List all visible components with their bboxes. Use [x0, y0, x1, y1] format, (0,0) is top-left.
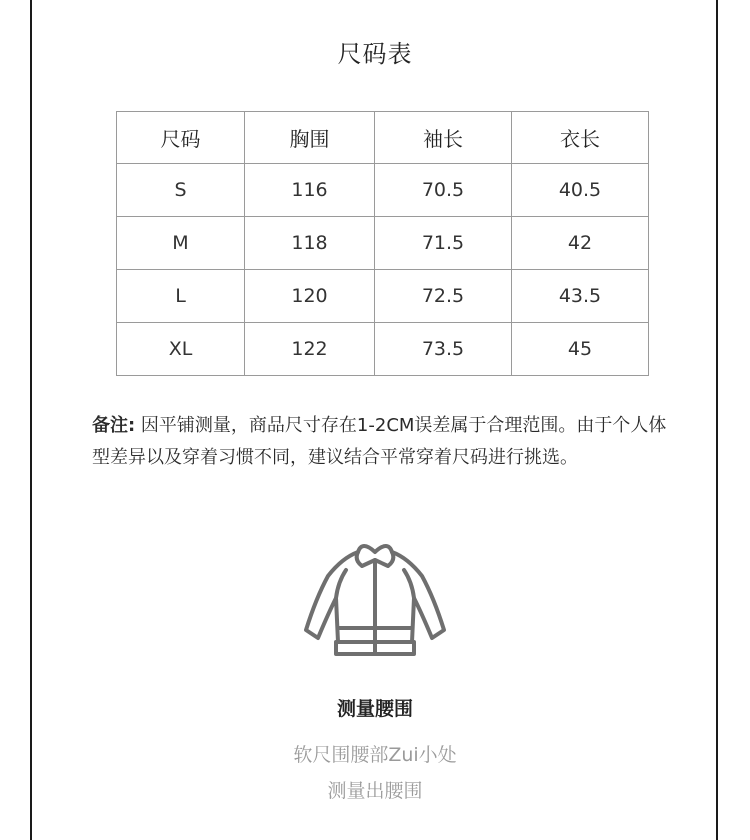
jacket-icon: [300, 538, 450, 662]
table-cell: XL: [117, 323, 245, 376]
table-cell: 45: [512, 323, 649, 376]
table-cell: S: [117, 164, 245, 217]
table-cell: 73.5: [375, 323, 512, 376]
note-text: 因平铺测量，商品尺寸存在1-2CM误差属于合理范围。由于个人体型差异以及穿着习惯不同，建议结合平常穿着尺码进行挑选。: [92, 415, 667, 468]
table-cell: M: [117, 217, 245, 270]
table-cell: 122: [245, 323, 375, 376]
table-cell: 42: [512, 217, 649, 270]
header-size: 尺码: [117, 112, 245, 164]
table-cell: 40.5: [512, 164, 649, 217]
table-cell: 71.5: [375, 217, 512, 270]
table-cell: 43.5: [512, 270, 649, 323]
page-title: 尺码表: [337, 40, 413, 68]
measure-instruction-line-1: 软尺围腰部Zui小处: [293, 744, 457, 766]
size-note: [92, 410, 672, 474]
measure-title: 测量腰围: [336, 698, 413, 720]
measure-instruction-line-2: 测量出腰围: [327, 780, 423, 802]
table-row: [117, 164, 649, 217]
header-chest: 胸围: [245, 112, 375, 164]
table-cell: 118: [245, 217, 375, 270]
size-table: [116, 111, 649, 376]
table-cell: 72.5: [375, 270, 512, 323]
table-cell: 120: [245, 270, 375, 323]
header-sleeve: 袖长: [375, 112, 512, 164]
table-header-row: [117, 112, 649, 164]
note-label: 备注:: [92, 415, 136, 436]
table-cell: 116: [245, 164, 375, 217]
table-row: [117, 270, 649, 323]
table-row: [117, 217, 649, 270]
table-cell: 70.5: [375, 164, 512, 217]
table-row: [117, 323, 649, 376]
table-cell: L: [117, 270, 245, 323]
header-length: 衣长: [512, 112, 649, 164]
